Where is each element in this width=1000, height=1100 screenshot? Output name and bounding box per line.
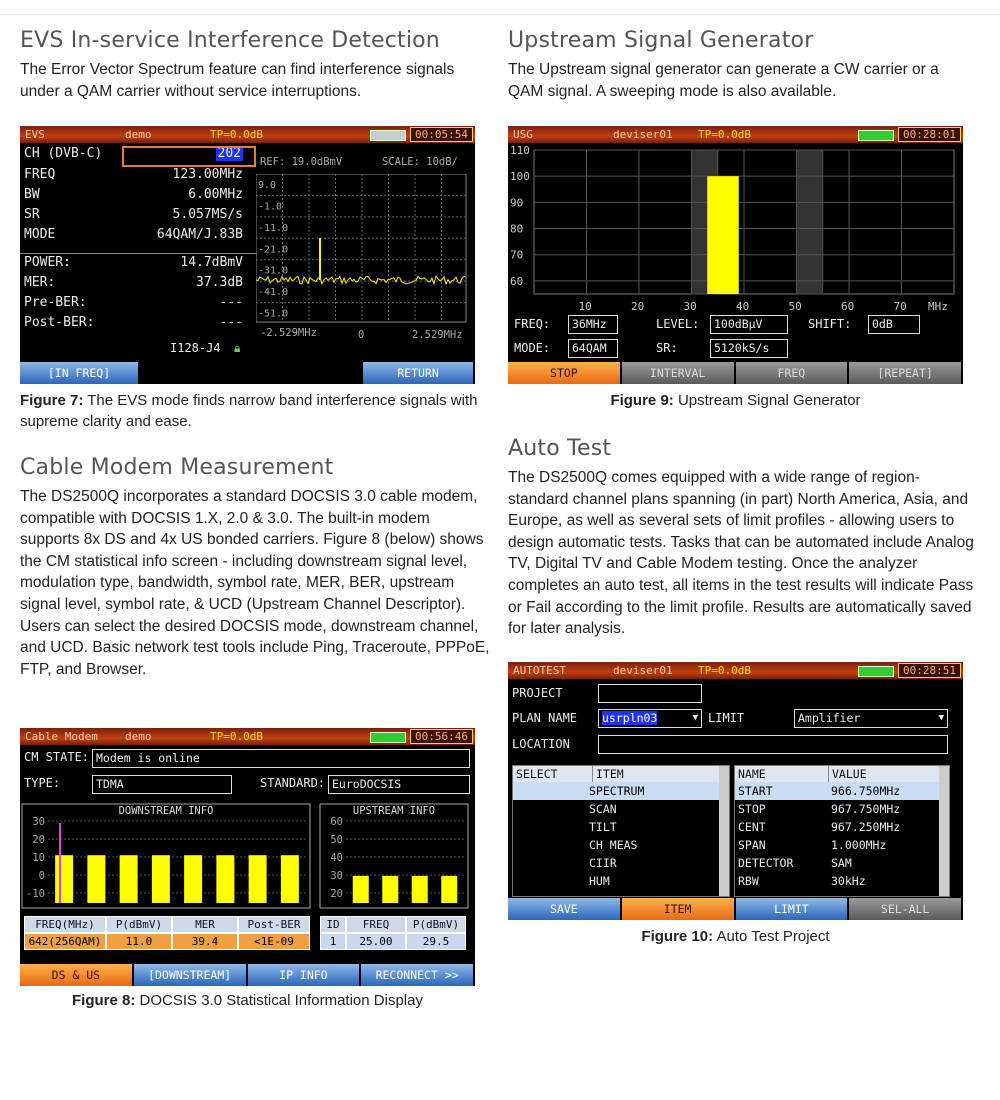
project-label: PROJECT	[512, 686, 563, 700]
auto-softkeys	[508, 898, 963, 920]
us-table-header: FREQ	[346, 916, 406, 933]
plan-value: usrpln03	[602, 711, 658, 725]
evs-noise-trace	[256, 276, 466, 284]
usg-softkey-interval[interactable]: INTERVAL	[622, 362, 736, 384]
evs-x-mid: 0	[358, 329, 365, 341]
usg-softkey-freq[interactable]: FREQ	[736, 362, 850, 384]
usg-screen	[508, 126, 963, 384]
param-name: RBW	[738, 874, 759, 888]
ds-table-cell: 642(256QAM)	[24, 933, 106, 950]
ds-bar	[120, 855, 138, 903]
item-name: SPECTRUM	[589, 784, 645, 798]
evs-row-value: 123.00MHz	[172, 167, 243, 182]
ds-bar	[281, 855, 299, 903]
us-bar	[412, 876, 428, 903]
cm-state-label: CM STATE:	[24, 750, 90, 764]
evs-row-value: 14.7dBmV	[180, 255, 243, 270]
cm-state-field: Modem is online	[92, 749, 470, 768]
ds-table-header: Post-BER	[238, 916, 310, 933]
table-row[interactable]	[735, 872, 949, 890]
evs-y-tick: 9.0	[258, 180, 277, 191]
auto-clock: 00:28:51	[898, 663, 961, 678]
limit-select[interactable]	[794, 709, 948, 728]
downstream-table	[24, 916, 308, 950]
scrollbar[interactable]	[719, 766, 729, 896]
usg-x-tick: 60	[841, 300, 855, 313]
top-rule	[0, 14, 1000, 15]
ds-bar	[216, 855, 234, 903]
ds-y-tick: 10	[32, 852, 45, 864]
limit-label: LIMIT	[708, 711, 745, 725]
us-y-tick: 60	[330, 816, 343, 828]
us-bar	[382, 876, 398, 903]
evs-row-label: FREQ	[24, 167, 56, 182]
auto-mode: AUTOTEST	[513, 664, 566, 677]
evs-softkeys	[20, 362, 475, 384]
battery-icon	[370, 732, 406, 743]
ch-selector[interactable]	[122, 146, 256, 167]
cm-mode: Cable Modem	[25, 730, 98, 743]
evs-row-value: 202	[217, 146, 241, 161]
item-select-cell	[513, 818, 589, 836]
auto-section	[508, 436, 978, 640]
plan-label: PLAN NAME	[512, 711, 578, 725]
cm-softkey-reconnect[interactable]: RECONNECT >>	[361, 964, 475, 986]
item-select-cell	[513, 854, 589, 872]
evs-divider	[20, 253, 257, 254]
battery-icon	[858, 666, 894, 677]
usg-clock: 00:28:01	[898, 127, 961, 142]
cm-tp: TP=0.0dB	[210, 730, 263, 743]
ds-y-tick: 20	[32, 834, 45, 846]
cm-caption-text: DOCSIS 3.0 Statistical Information Display	[139, 992, 423, 1009]
cm-std-label: STANDARD:	[260, 776, 326, 790]
evs-row-label: Post-BER:	[24, 315, 95, 330]
us-table-cell: 25.00	[346, 933, 406, 950]
ds-y-tick: -10	[26, 888, 45, 900]
param-value: 966.750MHz	[831, 784, 901, 798]
usg-softkey-stop[interactable]: STOP	[508, 362, 622, 384]
usg-mode-label: MODE:	[514, 341, 551, 355]
usg-caption-label: Figure 9:	[610, 392, 674, 409]
evs-y-tick: -51.0	[258, 308, 289, 320]
usg-x-tick: 20	[631, 300, 645, 313]
us-table-header: ID	[320, 916, 346, 933]
evs-row-label: BW	[24, 187, 40, 202]
table-row[interactable]	[735, 854, 949, 872]
evs-caption-text: The EVS mode finds narrow band interference signals with supreme clarity and ease.	[20, 392, 478, 430]
usg-level-field[interactable]: 100dBµV	[710, 315, 788, 334]
auto-heading: Auto Test	[508, 436, 612, 461]
evs-y-tick: -41.0	[258, 287, 289, 299]
auto-text: The DS2500Q comes equipped with a wide range of region-standard channel plans spanning (in part) North America, Asia, and Europe, as well as several sets of limit profiles - allowing users to design automatic tests. Tasks that can be automated include Analog TV, Digital TV and Cable Modem testing. Once the analyzer completes an auto test, all items in the test results will indicate Pass or Fail according to the limit profile. Results are automatically saved for later analysis.	[508, 469, 974, 638]
ds-bar	[55, 855, 73, 903]
usg-x-tick: 40	[736, 300, 750, 313]
table-row[interactable]	[735, 818, 949, 836]
cm-softkey-downstream[interactable]: [DOWNSTREAM]	[134, 964, 248, 986]
evs-row-value: 5.057MS/s	[172, 207, 243, 222]
evs-titlebar	[20, 126, 475, 143]
ds-table-header-row	[24, 916, 308, 933]
item-list-header-item: ITEM	[596, 767, 624, 781]
cm-type-field[interactable]: TDMA	[92, 775, 232, 794]
usg-y-tick: 60	[510, 274, 524, 288]
usg-x-tick: 30	[683, 300, 697, 313]
cm-section	[20, 455, 490, 680]
limit-value: Amplifier	[798, 711, 861, 725]
evs-row-value: ---	[219, 295, 243, 310]
usg-y-tick: 100	[510, 170, 530, 184]
list-item[interactable]	[513, 800, 729, 818]
evs-x-right: 2.529MHz	[412, 329, 463, 341]
item-list	[512, 765, 730, 897]
table-row[interactable]	[735, 782, 949, 800]
us-y-tick: 50	[330, 834, 343, 846]
param-list	[734, 765, 950, 897]
chevron-down-icon: ▼	[938, 713, 944, 723]
evs-row-label: MER:	[24, 275, 56, 290]
usg-sr-field[interactable]: 5120kS/s	[710, 339, 788, 358]
auto-softkey-selall[interactable]: SEL-ALL	[849, 898, 963, 920]
ds-table-header: FREQ(MHz)	[24, 916, 106, 933]
us-bar	[353, 876, 369, 903]
evs-row-label: MODE	[24, 227, 56, 242]
ds-bar	[152, 855, 170, 903]
ds-title: DOWNSTREAM INFO	[118, 805, 214, 817]
us-bar	[441, 876, 457, 903]
cm-softkey-dsus[interactable]: DS & US	[20, 964, 134, 986]
ds-table-cell: 39.4	[172, 933, 238, 950]
evs-screen	[20, 126, 475, 384]
ds-table-cell: 11.0	[106, 933, 172, 950]
cm-user: demo	[125, 730, 152, 743]
item-list-header	[513, 766, 729, 782]
evs-row-label: Pre-BER:	[24, 295, 87, 310]
auto-softkey-limit[interactable]: LIMIT	[736, 898, 850, 920]
ds-bar	[249, 855, 267, 903]
item-name: SCAN	[589, 802, 617, 816]
param-list-header-value: VALUE	[832, 767, 867, 781]
ds-table-header: P(dBmV)	[106, 916, 172, 933]
usg-x-tick: 10	[578, 300, 592, 313]
cm-std-field[interactable]: EuroDOCSIS	[328, 775, 470, 794]
evs-row-value: ---	[219, 315, 243, 330]
us-table-cell: 29.5	[406, 933, 466, 950]
usg-x-tick: 70	[893, 300, 907, 313]
us-table-row[interactable]	[320, 933, 468, 950]
param-value: 967.250MHz	[831, 820, 901, 834]
upstream-table	[320, 916, 468, 950]
us-table-cell: 1	[320, 933, 346, 950]
usg-mod-field[interactable]: 64QAM	[568, 339, 618, 358]
table-row[interactable]	[735, 836, 949, 854]
us-y-tick: 40	[330, 852, 343, 864]
chevron-down-icon: ▼	[692, 713, 698, 723]
cm-screen	[20, 728, 475, 986]
usg-section	[508, 28, 978, 102]
item-name: HUM	[589, 874, 610, 888]
param-name: DETECTOR	[738, 856, 794, 870]
item-select-cell	[513, 872, 589, 890]
evs-y-tick: -1.0	[258, 201, 283, 213]
location-field[interactable]	[598, 735, 948, 754]
evs-y-tick: -31.0	[258, 265, 289, 277]
usg-mode: USG	[513, 128, 533, 141]
usg-tp: TP=0.0dB	[698, 128, 751, 141]
evs-scale: SCALE: 10dB/	[382, 156, 458, 168]
evs-user: demo	[125, 128, 152, 141]
evs-row-value: 37.3dB	[196, 275, 243, 290]
list-item[interactable]	[513, 818, 729, 836]
usg-user: deviser01	[613, 128, 673, 141]
evs-spectrum-plot	[256, 174, 468, 324]
ds-y-tick: 30	[32, 816, 45, 828]
usg-signal-bar	[707, 176, 739, 294]
usg-softkeys	[508, 362, 963, 384]
auto-screen	[508, 662, 963, 920]
usg-x-tick: 50	[788, 300, 802, 313]
evs-caption-label: Figure 7:	[20, 392, 84, 409]
usg-y-tick: 80	[510, 222, 524, 236]
us-y-tick: 20	[330, 888, 343, 900]
location-label: LOCATION	[512, 737, 570, 751]
param-name: STOP	[738, 802, 766, 816]
auto-caption-text: Auto Test Project	[716, 928, 830, 945]
usg-titlebar	[508, 126, 963, 143]
evs-y-tick: -11.0	[258, 222, 289, 234]
usg-shift-field[interactable]: 0dB	[868, 315, 920, 334]
param-name: SPAN	[738, 838, 766, 852]
usg-softkey-repeat[interactable]: [REPEAT]	[849, 362, 963, 384]
cm-titlebar	[20, 728, 475, 745]
evs-annex: I128-J4	[170, 341, 221, 355]
cm-caption	[20, 990, 475, 1011]
evs-row-label: CH (DVB-C)	[24, 146, 103, 161]
usg-y-tick: 70	[510, 248, 524, 262]
usg-spectrum-plot	[508, 144, 963, 316]
usg-sr-label: SR:	[656, 341, 678, 355]
evs-text: The Error Vector Spectrum feature can find interference signals under a QAM carrier without service interruptions.	[20, 61, 455, 100]
param-list-header	[735, 766, 949, 782]
table-row[interactable]	[735, 800, 949, 818]
ds-table-row[interactable]	[24, 933, 308, 950]
auto-titlebar	[508, 662, 963, 679]
us-table-header: P(dBmV)	[406, 916, 466, 933]
us-title: UPSTREAM INFO	[352, 805, 436, 817]
item-list-header-select: SELECT	[513, 766, 593, 782]
evs-x-left: -2.529MHz	[260, 327, 317, 339]
param-list-header-name: NAME	[735, 766, 829, 782]
auto-softkey-item[interactable]: ITEM	[622, 898, 736, 920]
item-name: CH MEAS	[589, 838, 638, 852]
param-value: SAM	[831, 856, 852, 870]
ds-bar	[184, 855, 202, 903]
item-name: CIIR	[589, 856, 617, 870]
cm-softkeys	[20, 964, 475, 986]
evs-row-value: 64QAM/J.83B	[156, 227, 243, 242]
in-freq-button[interactable]: [IN FREQ]	[20, 362, 140, 384]
evs-row-value: 6.00MHz	[188, 187, 243, 202]
auto-caption-label: Figure 10:	[641, 928, 714, 945]
list-item[interactable]	[513, 872, 729, 890]
auto-caption	[508, 926, 963, 947]
evs-ref: REF: 19.0dBmV	[260, 156, 343, 168]
evs-row-label: SR	[24, 207, 40, 222]
evs-section	[20, 28, 490, 102]
usg-shift-label: SHIFT:	[808, 317, 852, 331]
evs-caption	[20, 390, 490, 432]
usg-caption	[508, 390, 963, 411]
usg-y-tick: 110	[510, 144, 530, 157]
param-name: START	[738, 784, 773, 798]
item-name: TILT	[589, 820, 617, 834]
us-y-tick: 30	[330, 870, 343, 882]
auto-softkey-save[interactable]: SAVE	[508, 898, 622, 920]
list-item[interactable]	[513, 782, 729, 800]
downstream-chart	[20, 803, 312, 909]
evs-clock: 00:05:54	[410, 127, 473, 142]
item-select-cell	[513, 800, 589, 818]
usg-y-tick: 90	[510, 196, 524, 210]
scrollbar[interactable]	[939, 766, 949, 896]
evs-row-label: POWER:	[24, 255, 71, 270]
ds-table-header: MER	[172, 916, 238, 933]
usg-caption-text: Upstream Signal Generator	[677, 392, 861, 409]
param-name: CENT	[738, 820, 766, 834]
return-button[interactable]: RETURN	[363, 362, 475, 384]
ds-table-cell: <1E-09	[238, 933, 310, 950]
ds-y-tick: 0	[38, 870, 45, 882]
item-select-cell	[513, 782, 589, 800]
param-value: 967.750MHz	[831, 802, 901, 816]
usg-text: The Upstream signal generator can generate a CW carrier or a QAM signal. A sweeping mode is also available.	[508, 61, 939, 100]
usg-x-unit: MHz	[928, 300, 948, 313]
param-value: 1.000MHz	[831, 838, 887, 852]
battery-icon	[858, 130, 894, 141]
evs-tp: TP=0.0dB	[210, 128, 263, 141]
usg-heading: Upstream Signal Generator	[508, 28, 814, 53]
cm-type-label: TYPE:	[24, 776, 61, 790]
project-field[interactable]	[598, 684, 702, 703]
usg-level-label: LEVEL:	[656, 317, 700, 331]
lock-icon: 🔒︎	[234, 341, 241, 355]
battery-icon	[370, 130, 406, 141]
ds-bar	[87, 855, 105, 903]
usg-freq-label: FREQ:	[514, 317, 551, 331]
upstream-chart	[318, 803, 470, 909]
evs-y-tick: -21.0	[258, 244, 289, 256]
us-table-header-row	[320, 916, 468, 933]
usg-freq-field[interactable]: 36MHz	[568, 315, 618, 334]
param-value: 30kHz	[831, 874, 866, 888]
evs-heading: EVS In-service Interference Detection	[20, 28, 440, 53]
cm-text: The DS2500Q incorporates a standard DOCSIS 3.0 cable modem, compatible with DOCSIS 1.X, 2.0 & 3.0. The built-in modem supports 8x DS and 4x US bonded carriers. Figure 8 (below) shows the CM statistical info screen - including downstream signal level, modulation type, bandwidth, symbol rate, MER, BER, upstream signal level, symbol rate, & UCD (Upstream Channel Descriptor). Users can select the desired DOCSIS mode, downstream channel, and UCD. Basic network test tools include Ping, Traceroute, PPPoE, FTP, and Browser.	[20, 488, 490, 678]
auto-tp: TP=0.0dB	[698, 664, 751, 677]
auto-user: deviser01	[613, 664, 673, 677]
evs-mode: EVS	[25, 128, 45, 141]
evs-softkey-gap	[140, 362, 363, 384]
list-item[interactable]	[513, 854, 729, 872]
cm-clock: 00:56:46	[410, 729, 473, 744]
plan-select[interactable]	[598, 709, 702, 728]
cm-caption-label: Figure 8:	[72, 992, 136, 1009]
cm-heading: Cable Modem Measurement	[20, 455, 334, 480]
item-select-cell	[513, 836, 589, 854]
usg-hatched-band	[797, 150, 823, 294]
list-item[interactable]	[513, 836, 729, 854]
cm-softkey-ipinfo[interactable]: IP INFO	[248, 964, 362, 986]
